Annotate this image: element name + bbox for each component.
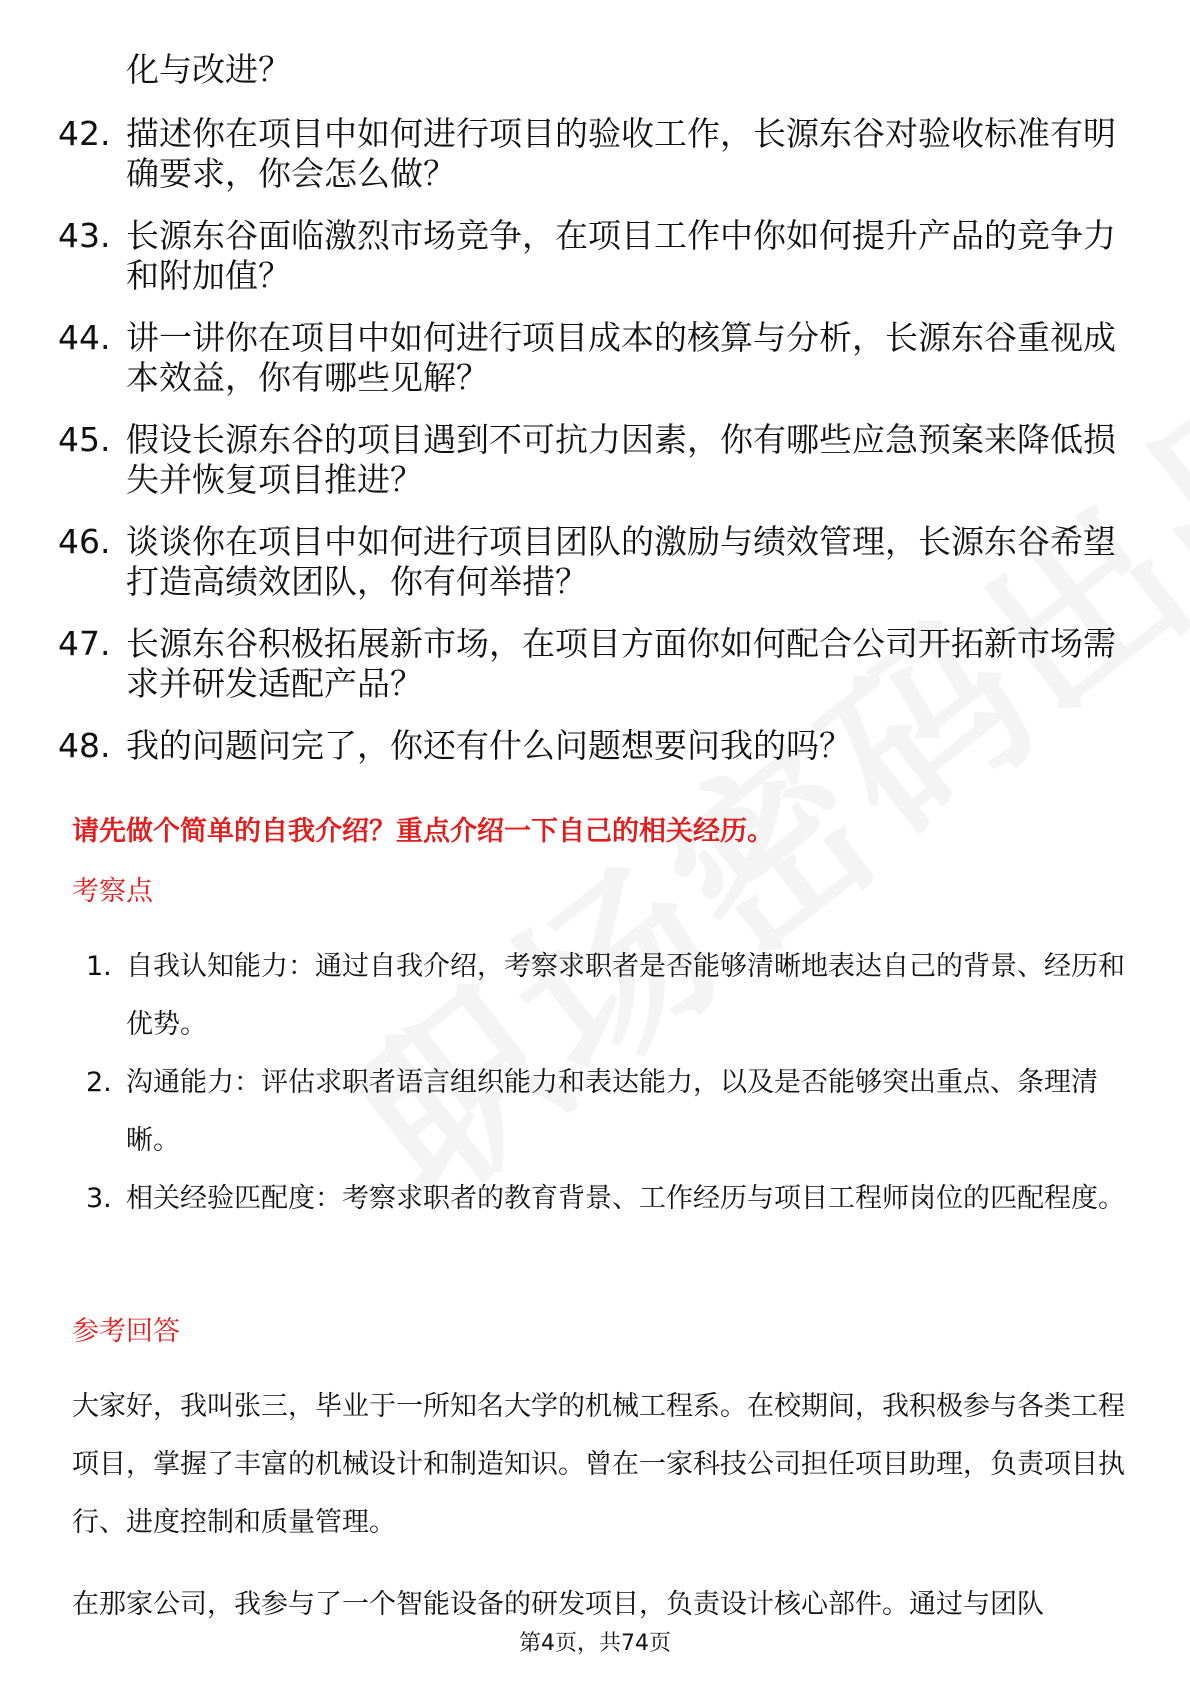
page-footer: 第4页，共74页 (519, 1631, 671, 1656)
question-item (58, 726, 1138, 766)
point-item (72, 1170, 1132, 1228)
section-heading: 请先做个简单的自我介绍？重点介绍一下自己的相关经历。 (72, 816, 774, 847)
question-item (58, 624, 1138, 704)
question-text: 假设长源东谷的项目遇到不可抗力因素，你有哪些应急预案来降低损失并恢复项目推进？ (126, 420, 1116, 499)
answer-label: 参考回答 (72, 1316, 180, 1347)
question-number: 43. (58, 216, 111, 255)
question-item (58, 318, 1138, 398)
points-label: 考察点 (72, 876, 153, 907)
question-text: 描述你在项目中如何进行项目的验收工作，长源东谷对验收标准有明确要求，你会怎么做？ (126, 114, 1116, 193)
point-text: 自我认知能力：通过自我介绍，考察求职者是否能够清晰地表达自己的背景、经历和优势。 (126, 951, 1125, 1040)
question-number: 46. (58, 522, 111, 561)
question-text: 长源东谷积极拓展新市场，在项目方面你如何配合公司开拓新市场需求并研发适配产品？ (126, 624, 1116, 703)
question-text: 长源东谷面临激烈市场竞争，在项目工作中你如何提升产品的竞争力和附加值？ (126, 216, 1116, 295)
question-item (58, 522, 1138, 602)
question-continuation: 化与改进？ (126, 50, 291, 89)
point-number: 3. (86, 1183, 112, 1214)
point-number: 1. (86, 951, 112, 982)
question-number: 44. (58, 318, 111, 357)
question-number: 45. (58, 420, 111, 459)
point-text: 沟通能力：评估求职者语言组织能力和表达能力，以及是否能够突出重点、条理清晰。 (126, 1067, 1098, 1156)
question-text: 谈谈你在项目中如何进行项目团队的激励与绩效管理，长源东谷希望打造高绩效团队，你有何举措？ (126, 522, 1116, 601)
question-text: 讲一讲你在项目中如何进行项目成本的核算与分析，长源东谷重视成本效益，你有哪些见解？ (126, 318, 1116, 397)
question-number: 42. (58, 114, 111, 153)
point-text: 相关经验匹配度：考察求职者的教育背景、工作经历与项目工程师岗位的匹配程度。 (126, 1183, 1125, 1214)
answer-paragraph: 在那家公司，我参与了一个智能设备的研发项目，负责设计核心部件。通过与团队 (72, 1589, 1044, 1620)
point-number: 2. (86, 1067, 112, 1098)
question-item (58, 216, 1138, 296)
answer-paragraph: 大家好，我叫张三，毕业于一所知名大学的机械工程系。在校期间，我积极参与各类工程项目，掌握了丰富的机械设计和制造知识。曾在一家科技公司担任项目助理，负责项目执行、进度控制和质量管理。 (72, 1391, 1125, 1538)
question-item (58, 114, 1138, 194)
question-list (58, 48, 1138, 788)
question-item (58, 420, 1138, 500)
point-item (72, 1054, 1132, 1170)
evaluation-points (72, 938, 1132, 1228)
point-item (72, 938, 1132, 1054)
question-text: 我的问题问完了，你还有什么问题想要问我的吗？ (126, 726, 852, 765)
question-number: 47. (58, 624, 111, 663)
question-number: 48. (58, 726, 111, 765)
